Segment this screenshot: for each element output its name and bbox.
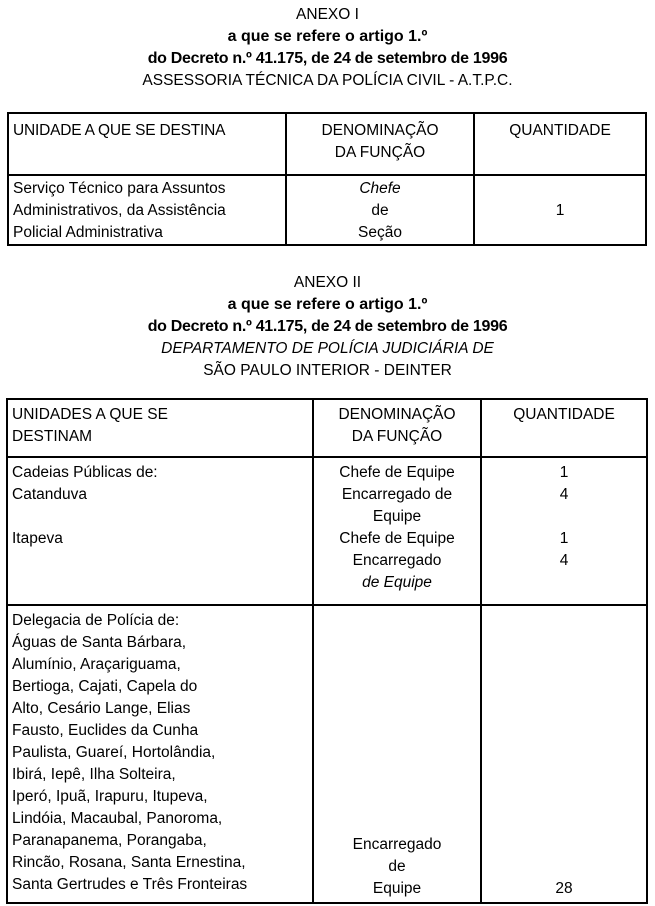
annex2-row1-function-cell: Chefe de Equipe Encarregado de Equipe Chefe de Equipe Encarregado de Equipe (313, 457, 481, 605)
annex2-org-line2: SÃO PAULO INTERIOR - DEINTER (203, 362, 452, 379)
annex1-col-quantity-header: QUANTIDADE (474, 113, 646, 175)
annex1-org: ASSESSORIA TÉCNICA DA POLÍCIA CIVIL - A.T.P.C. (142, 72, 513, 89)
annex1-table (7, 112, 647, 246)
annex2-ref-decree: do Decreto n.º 41.175, de 24 de setembro de 1996 (147, 318, 508, 335)
annex1-ref-decree: do Decreto n.º 41.175, de 24 de setembro de 1996 (147, 50, 508, 67)
annex2-row1-quantity-cell: 1 4 1 4 (481, 457, 647, 605)
annex2-col-function-header: DENOMINAÇÃO DA FUNÇÃO (313, 399, 481, 457)
annex2-table (6, 398, 648, 904)
annex2-row-delegacias (7, 605, 647, 903)
annex1-unit-cell: Serviço Técnico para Assuntos Administrativos, da Assistência Policial Administrativa (8, 175, 286, 245)
annex2-header-row (7, 399, 647, 457)
annex2-row2-unit-cell: Delegacia de Polícia de: Águas de Santa Bárbara, Alumínio, Araçariguama, Bertioga, Cajati, Capela do Alto, Cesário Lange, Elias Fausto, Euclides da Cunha Paulista, Guareí, Hortolândia, Ibirá, Iepê, Ilha Solteira, Iperó, Ipuã, Irapuru, Itupeva, Lindóia, Macaubal, Panoroma, Paranapanema, Porangaba, Rincão, Rosana, Santa Ernestina, Santa Gertrudes e Três Fronteiras (7, 605, 313, 903)
annex1-header (0, 4, 655, 92)
annex2-col-quantity-header: QUANTIDADE (481, 399, 647, 457)
annex2-org-line1: DEPARTAMENTO DE POLÍCIA JUDICIÁRIA DE (161, 340, 494, 357)
annex1-col-unit-header: UNIDADE A QUE SE DESTINA (8, 113, 286, 175)
annex2-ref-article: a que se refere o artigo 1.º (227, 296, 428, 313)
annex2-header (0, 272, 655, 382)
annex1-title: ANEXO I (296, 6, 359, 23)
annex1-quantity-cell: 1 (474, 175, 646, 245)
annex2-row-cadeias (7, 457, 647, 605)
annex1-col-function-header: DENOMINAÇÃO DA FUNÇÃO (286, 113, 474, 175)
annex1-row (8, 175, 646, 245)
annex2-row2-quantity-cell: 28 (481, 605, 647, 903)
annex1-ref-article: a que se refere o artigo 1.º (227, 28, 428, 45)
annex2-title: ANEXO II (293, 274, 362, 291)
annex2-row1-unit-cell: Cadeias Públicas de: Catanduva Itapeva (7, 457, 313, 605)
annex1-header-row (8, 113, 646, 175)
annex1-function-cell: Chefe de Seção (286, 175, 474, 245)
annex2-col-unit-header: UNIDADES A QUE SE DESTINAM (7, 399, 313, 457)
annex2-row2-function-cell: Encarregado de Equipe (313, 605, 481, 903)
